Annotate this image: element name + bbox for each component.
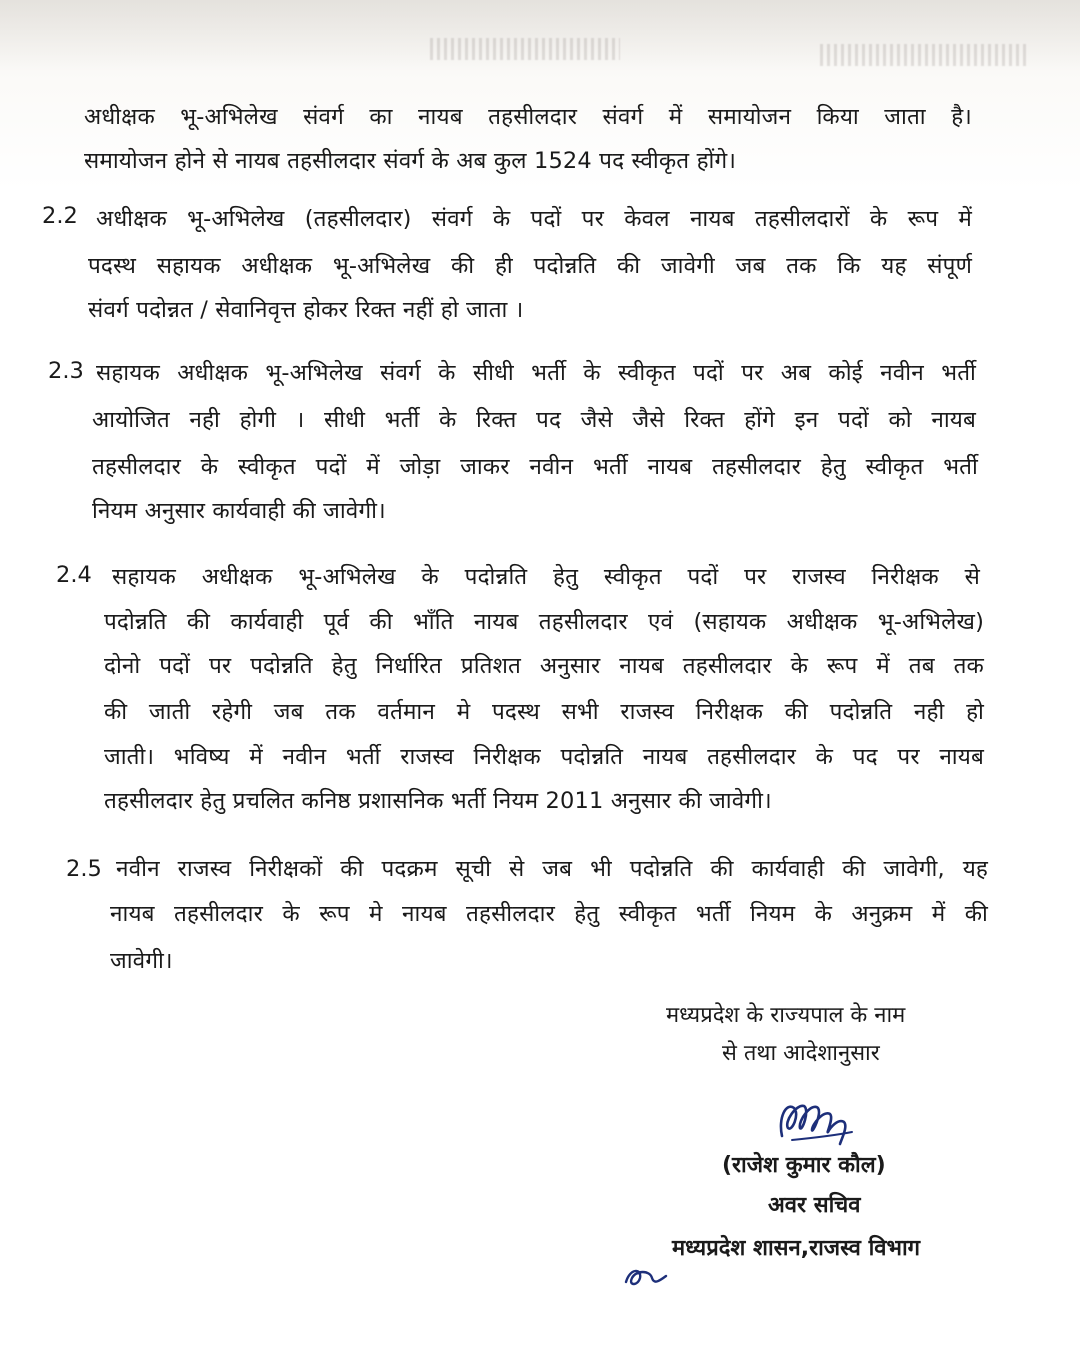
department-name: मध्यप्रदेश शासन,राजस्व विभाग	[672, 1236, 921, 1261]
section-line: जावेगी।	[110, 948, 173, 974]
section-line: नायब तहसीलदार के रूप मे नायब तहसीलदार हेतु स्वीकृत भर्ती नियम के अनुक्रम में की	[110, 901, 988, 927]
section-line: नवीन राजस्व निरीक्षकों की पदक्रम सूची से जब भी पदोन्नति की कार्यवाही की जावेगी, यह	[116, 856, 988, 882]
section-number: 2.4	[56, 562, 92, 588]
intro-line: समायोजन होने से नायब तहसीलदार संवर्ग के अब कुल 1524 पद स्वीकृत होंगे।	[84, 148, 736, 174]
intro-line: अधीक्षक भू-अभिलेख संवर्ग का नायब तहसीलदार संवर्ग में समायोजन किया जाता है।	[84, 104, 972, 130]
section-line: आयोजित नही होगी । सीधी भर्ती के रिक्त पद जैसे जैसे रिक्त होंगे इन पदों को नायब	[92, 407, 976, 433]
section-line: सहायक अधीक्षक भू-अभिलेख के पदोन्नति हेतु स्वीकृत पदों पर राजस्व निरीक्षक से	[112, 564, 980, 590]
section-line: पदस्थ सहायक अधीक्षक भू-अभिलेख की ही पदोन्नति की जावेगी जब तक कि यह संपूर्ण	[88, 253, 972, 279]
section-line: जाती। भविष्य में नवीन भर्ती राजस्व निरीक्षक पदोन्नति नायब तहसीलदार के पद पर नायब	[104, 744, 984, 770]
section-number: 2.3	[48, 358, 84, 384]
handwritten-signature	[772, 1088, 862, 1158]
scan-bleed-through	[820, 44, 1030, 66]
authority-line: मध्यप्रदेश के राज्यपाल के नाम	[666, 1003, 906, 1028]
section-line: की जाती रहेगी जब तक वर्तमान मे पदस्थ सभी राजस्व निरीक्षक की पदोन्नति नही हो	[104, 699, 984, 725]
section-line: दोनो पदों पर पदोन्नति हेतु निर्धारित प्रतिशत अनुसार नायब तहसीलदार के रूप में तब तक	[104, 653, 984, 679]
authority-line: से तथा आदेशानुसार	[722, 1041, 880, 1066]
section-line: पदोन्नति की कार्यवाही पूर्व की भाँति नायब तहसीलदार एवं (सहायक अधीक्षक भू-अभिलेख)	[104, 609, 984, 635]
scan-bleed-through	[430, 38, 620, 60]
section-line: तहसीलदार हेतु प्रचलित कनिष्ठ प्रशासनिक भर्ती नियम 2011 अनुसार की जावेगी।	[104, 788, 772, 814]
section-line: तहसीलदार के स्वीकृत पदों में जोड़ा जाकर नवीन भर्ती नायब तहसीलदार हेतु स्वीकृत भर्ती	[92, 454, 978, 480]
section-line: संवर्ग पदोन्नत / सेवानिवृत्त होकर रिक्त नहीं हो जाता ।	[88, 297, 524, 323]
signatory-name: (राजेश कुमार कौल)	[722, 1153, 886, 1178]
signatory-designation: अवर सचिव	[768, 1193, 861, 1218]
section-number: 2.5	[66, 856, 102, 882]
section-line: सहायक अधीक्षक भू-अभिलेख संवर्ग के सीधी भर्ती के स्वीकृत पदों पर अब कोई नवीन भर्ती	[96, 360, 976, 386]
section-number: 2.2	[42, 203, 78, 229]
section-line: नियम अनुसार कार्यवाही की जावेगी।	[92, 498, 386, 524]
section-line: अधीक्षक भू-अभिलेख (तहसीलदार) संवर्ग के पदों पर केवल नायब तहसीलदारों के रूप में	[96, 206, 972, 232]
handwritten-initial	[620, 1258, 672, 1292]
